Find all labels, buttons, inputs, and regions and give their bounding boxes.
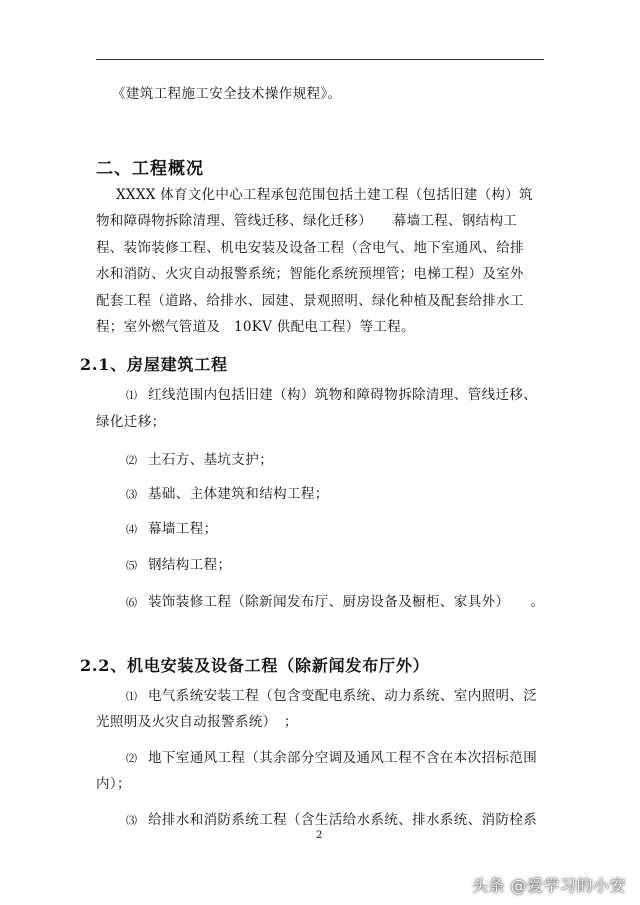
paragraph-line: XXXX 体育文化中心工程承包范围包括土建工程（包括旧建（构）筑 xyxy=(116,187,533,203)
paragraph-line: 程、装饰装修工程、机电安装及设备工程（含电气、地下室通风、给排 xyxy=(96,240,524,256)
paragraph-line: 水和消防、火灾自动报警系统；智能化系统预埋管；电梯工程）及室外 xyxy=(96,266,524,282)
paragraph-line: 程；室外燃气管道及 10KV 供配电工程）等工程。 xyxy=(96,319,415,335)
list-item xyxy=(126,517,218,537)
list-item xyxy=(126,746,537,766)
item-text: 红线范围内包括旧建（构）筑物和障碍物拆除清理、管线迁移、 xyxy=(148,387,538,403)
list-item xyxy=(126,482,329,502)
item-text: 给排水和消防系统工程（含生活给水系统、排水系统、消防栓系 xyxy=(148,812,538,828)
item-number: ⑶ xyxy=(126,488,138,501)
intro-line: 《建筑工程施工安全技术操作规程》。 xyxy=(112,86,342,102)
item-text: 钢结构工程； xyxy=(148,557,232,573)
item-continuation: 光照明及火灾自动报警系统） ； xyxy=(96,714,298,730)
section-2-title: 二、工程概况 xyxy=(96,159,204,179)
list-item xyxy=(126,684,537,704)
item-text: 土石方、基坑支护； xyxy=(148,452,274,468)
list-item xyxy=(126,808,537,828)
item-text: 电气系统安装工程（包含变配电系统、动力系统、室内照明、泛 xyxy=(148,688,538,704)
item-number: ⑴ xyxy=(126,389,138,402)
section-2-1-title: 2.1、房屋建筑工程 xyxy=(80,355,228,374)
item-continuation: 内）； xyxy=(96,776,131,792)
item-number: ⑴ xyxy=(126,690,138,703)
list-item xyxy=(126,590,544,610)
item-number: ⑵ xyxy=(126,454,138,467)
item-number: ⑸ xyxy=(126,559,138,572)
paragraph-line: 配套工程（道路、给排水、园建、景观照明、绿化种植及配套给排水工 xyxy=(96,293,524,309)
header-rule xyxy=(96,59,544,60)
list-item xyxy=(126,383,537,403)
item-number: ⑵ xyxy=(126,752,138,765)
item-number: ⑹ xyxy=(126,596,138,609)
item-text: 基础、主体建筑和结构工程； xyxy=(148,486,329,502)
watermark: 头条 @爱学习的小安 xyxy=(471,876,626,895)
section-2-2-title: 2.2、机电安装及设备工程（除新闻发布厅外） xyxy=(80,656,430,675)
item-number: ⑶ xyxy=(126,814,138,827)
item-continuation: 绿化迁移； xyxy=(96,414,166,430)
item-text: 幕墙工程； xyxy=(148,521,218,537)
item-text: 地下室通风工程（其余部分空调及通风工程不含在本次招标范围 xyxy=(148,750,538,766)
item-number: ⑷ xyxy=(126,523,138,536)
item-text: 装饰装修工程（除新闻发布厅、厨房设备及橱柜、家具外） 。 xyxy=(148,594,545,610)
list-item xyxy=(126,448,273,468)
list-item xyxy=(126,553,231,573)
page-number: 2 xyxy=(316,830,323,841)
paragraph-line: 物和障碍物拆除清理、管线迁移、绿化迁移） 幕墙工程、钢结构工 xyxy=(96,213,518,229)
